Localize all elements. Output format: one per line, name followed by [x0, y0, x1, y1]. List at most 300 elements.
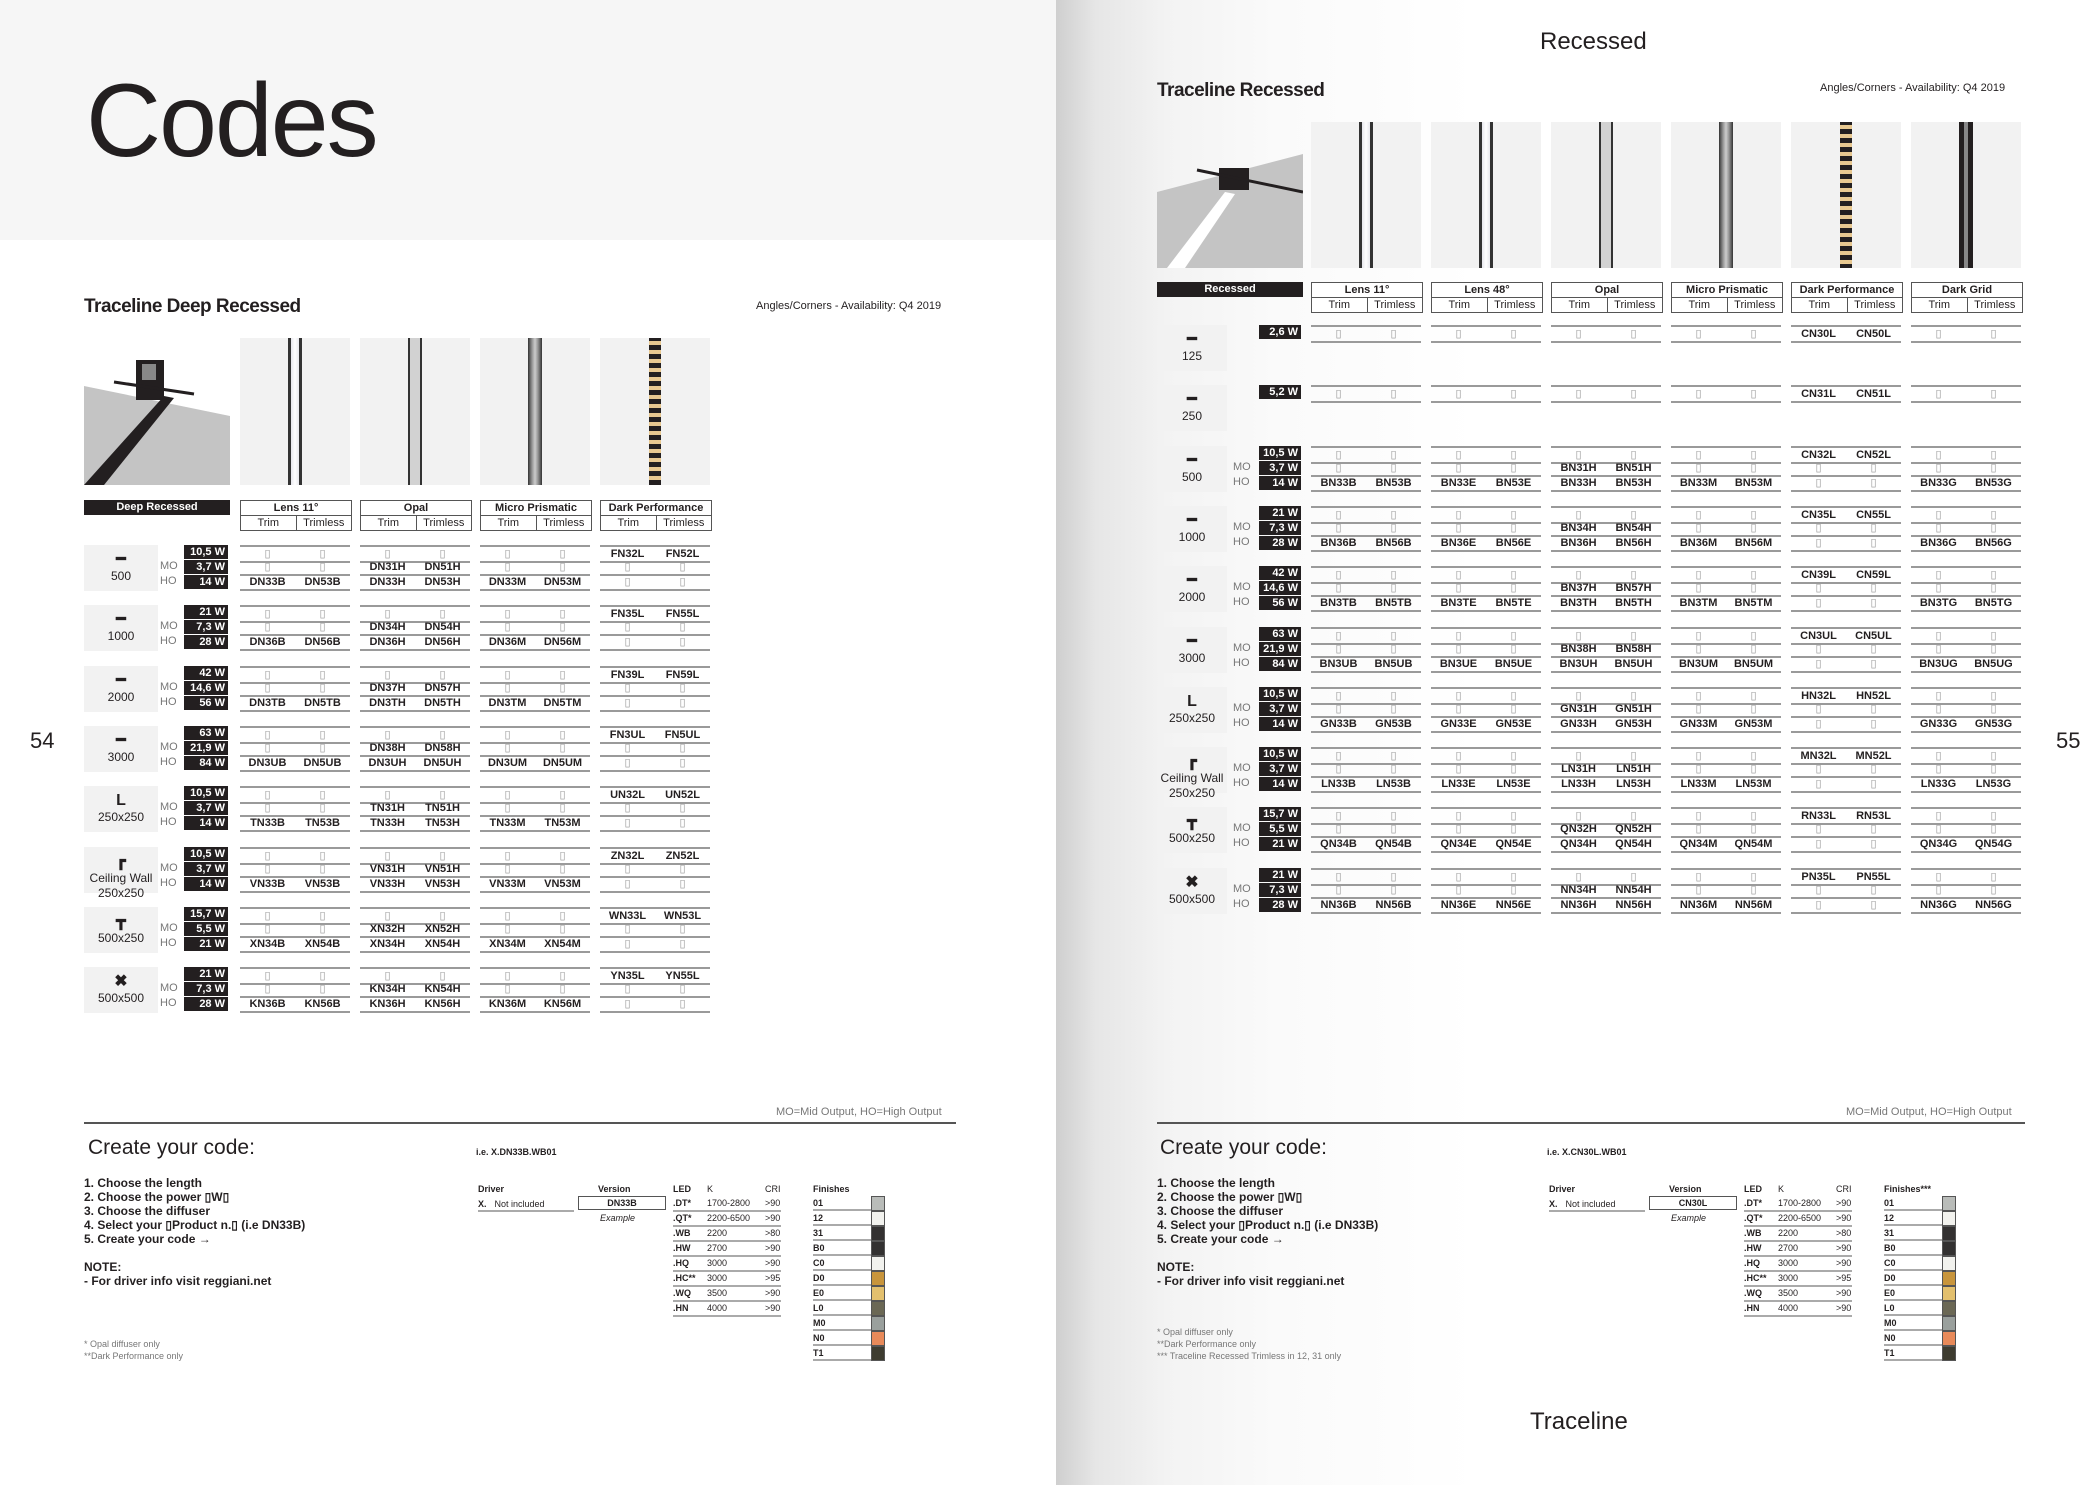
product-code: ▯	[240, 681, 295, 697]
led-row	[1744, 1226, 1852, 1242]
product-code: ▯	[1966, 868, 2021, 886]
length-label: 2000	[1178, 590, 1206, 605]
product-code: ▯	[1671, 807, 1726, 825]
step: 4. Select your ▯Product n.▯ (i.e DN33B)	[84, 1218, 306, 1232]
product-code: BN3UE	[1431, 657, 1486, 673]
length-label: 1000	[107, 629, 135, 644]
product-code: ▯	[295, 967, 350, 985]
product-code: QN34H	[1551, 837, 1606, 853]
product-code: DN3TB	[240, 696, 295, 712]
led-row	[673, 1241, 781, 1257]
product-code: ▯	[1671, 461, 1726, 477]
product-code: FN32L	[600, 545, 655, 563]
product-code: ▯	[655, 741, 710, 757]
output-type: MO	[160, 861, 178, 874]
product-code: ▯	[1486, 461, 1541, 477]
product-code: CN51L	[1846, 385, 1901, 403]
right-page	[1056, 0, 2100, 1485]
power-badge: 10,5 W	[1259, 446, 1301, 460]
length-label: 250x250	[1168, 786, 1216, 801]
led-code: .DT*	[673, 1198, 691, 1208]
product-code: ▯	[480, 726, 535, 744]
power-badge: 7,3 W	[1259, 521, 1301, 535]
product-code: ▯	[1311, 762, 1366, 778]
led-cri: >90	[1836, 1243, 1852, 1253]
steps-list	[84, 1176, 305, 1288]
power-badge: 2,6 W	[1259, 325, 1301, 339]
product-code: ▯	[1966, 506, 2021, 524]
product-code: TN33B	[240, 816, 295, 832]
output-type: MO	[1233, 701, 1251, 714]
power-badge: 28 W	[184, 635, 228, 649]
product-code: ▯	[1966, 627, 2021, 645]
product-code: DN33H	[360, 575, 415, 591]
product-code: RN53L	[1846, 807, 1901, 825]
product-code: DN5TH	[415, 696, 470, 712]
product-code: ▯	[1606, 807, 1661, 825]
product-code: CN50L	[1846, 325, 1901, 343]
product-code: ▯	[1846, 596, 1901, 612]
step: 2. Choose the power ▯W▯	[84, 1190, 230, 1204]
length-label: 2000	[107, 689, 135, 704]
finish-swatch	[1942, 1241, 1956, 1256]
product-code: ▯	[360, 847, 415, 865]
product-code: ▯	[1366, 642, 1421, 658]
product-code: ▯	[415, 847, 470, 865]
product-code: ▯	[295, 545, 350, 563]
product-code: ▯	[480, 967, 535, 985]
diffuser-name: Lens 48°	[1432, 283, 1542, 298]
product-code: ▯	[1366, 461, 1421, 477]
product-code: BN56G	[1966, 536, 2021, 552]
length-cell	[1157, 325, 1227, 371]
product-code: YN35L	[600, 967, 655, 985]
product-code: ▯	[1791, 837, 1846, 853]
version-box: CN30L	[1649, 1196, 1737, 1210]
k-header: K	[707, 1184, 714, 1194]
product-code: BN34H	[1551, 521, 1606, 537]
product-code: ▯	[1966, 762, 2021, 778]
product-code: ▯	[1726, 868, 1781, 886]
product-code: FN5UL	[655, 726, 710, 744]
product-code: BN5UE	[1486, 657, 1541, 673]
finish-code: M0	[1884, 1316, 1942, 1331]
product-code: ▯	[1791, 702, 1846, 718]
finish-swatch	[1942, 1256, 1956, 1271]
product-code: ▯	[535, 620, 590, 636]
product-code: ▯	[1486, 868, 1541, 886]
power-badge: 14,6 W	[184, 681, 228, 695]
led-code: .HN	[1744, 1303, 1760, 1313]
product-code: ▯	[1726, 822, 1781, 838]
product-code: ▯	[655, 997, 710, 1013]
product-code: DN3TH	[360, 696, 415, 712]
diffuser-image-lens-48-	[1431, 122, 1541, 268]
product-code: ▯	[1366, 521, 1421, 537]
product-code: BN36M	[1671, 536, 1726, 552]
product-code: ▯	[1366, 627, 1421, 645]
diffuser-image-micro-prismatic	[480, 338, 590, 485]
t-junction-icon: ┳	[116, 912, 126, 930]
product-code: ▯	[1366, 883, 1421, 899]
length-cell	[1157, 807, 1227, 853]
product-code: WN33L	[600, 907, 655, 925]
product-code: ▯	[1431, 521, 1486, 537]
finish-code: M0	[813, 1316, 871, 1331]
finish-code: 01	[813, 1196, 871, 1211]
product-code: DN33B	[240, 575, 295, 591]
product-code: LN53M	[1726, 777, 1781, 793]
product-code: ▯	[480, 666, 535, 684]
product-code: DN5UB	[295, 756, 350, 772]
power-badge: 28 W	[1259, 898, 1301, 912]
finish-code: 31	[813, 1226, 871, 1241]
product-code: GN53G	[1966, 717, 2021, 733]
product-code: CN52L	[1846, 446, 1901, 464]
product-code: ▯	[1846, 642, 1901, 658]
led-code: .DT*	[1744, 1198, 1762, 1208]
finish-swatch	[871, 1256, 885, 1271]
product-code: ▯	[1911, 461, 1966, 477]
finish-code: D0	[813, 1271, 871, 1286]
product-code: CN3UL	[1791, 627, 1846, 645]
product-code: ▯	[1366, 687, 1421, 705]
product-code: GN31H	[1551, 702, 1606, 718]
product-code: ▯	[655, 560, 710, 576]
led-cri: >90	[1836, 1303, 1852, 1313]
product-code: ▯	[1726, 642, 1781, 658]
product-code: ▯	[295, 786, 350, 804]
trim-label: Trim	[1672, 298, 1728, 312]
product-code: ▯	[1486, 581, 1541, 597]
product-code: BN3UH	[1551, 657, 1606, 673]
output-type: MO	[1233, 641, 1251, 654]
product-code: FN3UL	[600, 726, 655, 744]
product-code: ▯	[1311, 566, 1366, 584]
finish-swatch	[871, 1271, 885, 1286]
product-code: DN53B	[295, 575, 350, 591]
product-code: ▯	[1486, 385, 1541, 403]
note-text: - For driver info visit reggiani.net	[1157, 1274, 1345, 1288]
product-code: ▯	[1366, 762, 1421, 778]
length-label: 250	[1181, 409, 1203, 424]
product-code: ▯	[1791, 657, 1846, 673]
product-code: ▯	[480, 922, 535, 938]
product-code: ▯	[1966, 702, 2021, 718]
output-type: MO	[160, 801, 178, 814]
product-code: ▯	[360, 967, 415, 985]
led-kelvin: 2200-6500	[707, 1213, 751, 1223]
product-code: ▯	[1911, 747, 1966, 765]
product-code: BN56H	[1606, 536, 1661, 552]
product-code: ▯	[240, 786, 295, 804]
product-code: ▯	[1606, 566, 1661, 584]
output-type: MO	[160, 921, 178, 934]
product-code: ▯	[240, 666, 295, 684]
product-code: ▯	[1311, 807, 1366, 825]
product-code: ▯	[415, 666, 470, 684]
output-type: HO	[160, 876, 177, 889]
product-code: ▯	[1606, 385, 1661, 403]
product-code: ▯	[1846, 521, 1901, 537]
trimless-label: Trimless	[1374, 299, 1416, 311]
output-type: HO	[160, 755, 177, 768]
product-code: ▯	[1671, 883, 1726, 899]
product-code: ▯	[480, 982, 535, 998]
power-badge: 84 W	[184, 756, 228, 770]
product-code: ▯	[1431, 762, 1486, 778]
finish-swatch	[871, 1346, 885, 1361]
power-badge: 21 W	[184, 605, 228, 619]
product-code: ▯	[655, 681, 710, 697]
straight-icon: ━	[1187, 451, 1197, 469]
led-row	[1744, 1196, 1852, 1212]
product-code: ▯	[295, 862, 350, 878]
product-code: ▯	[295, 801, 350, 817]
driver-code: X.	[478, 1199, 487, 1209]
product-code: ▯	[1311, 506, 1366, 524]
product-code: ▯	[1726, 807, 1781, 825]
product-code: ▯	[1671, 868, 1726, 886]
product-code: NN34H	[1551, 883, 1606, 899]
product-code: ▯	[1846, 762, 1901, 778]
product-code: QN54G	[1966, 837, 2021, 853]
length-cell	[1157, 747, 1227, 801]
product-code: ▯	[1911, 566, 1966, 584]
product-code: DN53H	[415, 575, 470, 591]
led-kelvin: 3000	[707, 1258, 728, 1268]
finish-code: L0	[813, 1301, 871, 1316]
trimless-label: Trimless	[1494, 299, 1536, 311]
product-code: ▯	[1606, 747, 1661, 765]
product-code: ▯	[1966, 581, 2021, 597]
led-header: LED	[1744, 1184, 1762, 1194]
product-code: ▯	[1791, 883, 1846, 899]
product-code: LN51H	[1606, 762, 1661, 778]
product-code: VN53B	[295, 877, 350, 893]
product-code: ▯	[1911, 702, 1966, 718]
length-cell	[84, 545, 158, 591]
product-code: ▯	[1726, 385, 1781, 403]
diffuser-header	[600, 500, 712, 531]
product-code: ▯	[480, 801, 535, 817]
product-code: LN53B	[1366, 777, 1421, 793]
product-code: ▯	[1846, 822, 1901, 838]
example-code: i.e. X.CN30L.WB01	[1547, 1147, 1627, 1157]
product-code: ▯	[1311, 385, 1366, 403]
product-code: CN39L	[1791, 566, 1846, 584]
product-code: DN56M	[535, 635, 590, 651]
power-badge: 7,3 W	[1259, 883, 1301, 897]
product-code: ▯	[360, 605, 415, 623]
product-code: ▯	[480, 605, 535, 623]
product-code: DN5TB	[295, 696, 350, 712]
product-code: FN59L	[655, 666, 710, 684]
product-code: BN36H	[1551, 536, 1606, 552]
product-code: DN36M	[480, 635, 535, 651]
product-code: BN5TG	[1966, 596, 2021, 612]
driver-label: Driver	[478, 1184, 505, 1194]
power-badge: 21,9 W	[184, 741, 228, 755]
finish-code: C0	[813, 1256, 871, 1271]
product-code: ▯	[1311, 461, 1366, 477]
product-code: TN33M	[480, 816, 535, 832]
led-kelvin: 2200	[1778, 1228, 1799, 1238]
trim-label: Trim	[1312, 298, 1368, 312]
product-code: NN36B	[1311, 898, 1366, 914]
product-code: ▯	[1551, 868, 1606, 886]
length-label: 3000	[1178, 650, 1206, 665]
product-code: ▯	[360, 786, 415, 804]
power-badge: 15,7 W	[184, 907, 228, 921]
product-code: VN33B	[240, 877, 295, 893]
trim-options	[1312, 298, 1422, 312]
led-kelvin: 3000	[707, 1273, 728, 1283]
led-kelvin: 2200-6500	[1778, 1213, 1822, 1223]
product-code: BN56E	[1486, 536, 1541, 552]
led-row	[1744, 1301, 1852, 1317]
product-code: ▯	[1911, 687, 1966, 705]
product-code: GN53B	[1366, 717, 1421, 733]
product-code: ▯	[1846, 898, 1901, 914]
length-label: 250x250	[97, 810, 145, 825]
product-code: CN59L	[1846, 566, 1901, 584]
product-code: NN56M	[1726, 898, 1781, 914]
product-code: ▯	[1366, 807, 1421, 825]
output-type: HO	[160, 695, 177, 708]
product-code: ▯	[1606, 627, 1661, 645]
power-badge: 21 W	[1259, 837, 1301, 851]
product-code: ▯	[1671, 581, 1726, 597]
power-badge: 21 W	[184, 967, 228, 981]
product-code: KN54H	[415, 982, 470, 998]
power-badge: 21 W	[184, 937, 228, 951]
product-code: NN54H	[1606, 883, 1661, 899]
product-code: ▯	[535, 605, 590, 623]
product-code: QN34E	[1431, 837, 1486, 853]
product-code: LN53G	[1966, 777, 2021, 793]
led-row	[1744, 1211, 1852, 1227]
product-code: ▯	[1791, 596, 1846, 612]
product-code: LN33H	[1551, 777, 1606, 793]
led-code: .HN	[673, 1303, 689, 1313]
product-code: ▯	[655, 937, 710, 953]
product-code: CN32L	[1791, 446, 1846, 464]
product-code: DN5TM	[535, 696, 590, 712]
product-code: LN53H	[1606, 777, 1661, 793]
trim-label: Trim	[601, 516, 657, 530]
product-code: ▯	[1431, 385, 1486, 403]
product-code: DN3UM	[480, 756, 535, 772]
product-code: DN3TM	[480, 696, 535, 712]
product-code: ▯	[535, 862, 590, 878]
product-code: BN3TG	[1911, 596, 1966, 612]
product-code: CN35L	[1791, 506, 1846, 524]
led-kelvin: 1700-2800	[707, 1198, 751, 1208]
product-code: ▯	[240, 560, 295, 576]
product-code: ▯	[655, 922, 710, 938]
product-code: GN53M	[1726, 717, 1781, 733]
product-code: QN52H	[1606, 822, 1661, 838]
product-code: WN53L	[655, 907, 710, 925]
product-code: ▯	[600, 997, 655, 1013]
product-code: QN54E	[1486, 837, 1541, 853]
finish-code: 12	[1884, 1211, 1942, 1226]
product-code: ▯	[1911, 883, 1966, 899]
footnote: * Opal diffuser only	[84, 1339, 160, 1349]
product-code: MN52L	[1846, 747, 1901, 765]
product-code: BN5TE	[1486, 596, 1541, 612]
product-code: ▯	[295, 982, 350, 998]
product-code: ▯	[535, 847, 590, 865]
power-badge: 63 W	[1259, 627, 1301, 641]
product-code: ▯	[295, 907, 350, 925]
product-code: DN3UH	[360, 756, 415, 772]
product-code: ▯	[1726, 627, 1781, 645]
product-code: ▯	[655, 635, 710, 651]
product-code: VN33H	[360, 877, 415, 893]
product-code: VN31H	[360, 862, 415, 878]
product-code: DN31H	[360, 560, 415, 576]
length-cell	[84, 847, 158, 900]
product-code: QN34G	[1911, 837, 1966, 853]
product-label: Deep Recessed	[84, 500, 230, 515]
diffuser-name: Micro Prismatic	[1672, 283, 1782, 298]
product-code: DN56H	[415, 635, 470, 651]
product-code: ▯	[600, 575, 655, 591]
trimless-label: Trimless	[423, 517, 465, 529]
finish-swatch	[871, 1196, 885, 1211]
product-code: DN38H	[360, 741, 415, 757]
product-code: ▯	[240, 620, 295, 636]
product-code: ▯	[1846, 883, 1901, 899]
led-header: LED	[673, 1184, 691, 1194]
product-code: ▯	[1486, 325, 1541, 343]
power-badge: 10,5 W	[184, 786, 228, 800]
diffuser-header	[1551, 282, 1663, 313]
create-code-title: Create your code:	[1160, 1136, 1327, 1159]
product-code: ▯	[1911, 506, 1966, 524]
product-code: ▯	[1486, 687, 1541, 705]
length-cell	[1157, 566, 1227, 612]
trim-options	[1432, 298, 1542, 312]
diffuser-header	[360, 500, 472, 531]
product-code: CN5UL	[1846, 627, 1901, 645]
trim-options	[361, 516, 471, 530]
product-code: ▯	[1791, 461, 1846, 477]
product-code: BN36B	[1311, 536, 1366, 552]
product-code: ▯	[1726, 446, 1781, 464]
step: 5. Create your code →	[1157, 1232, 1284, 1246]
product-code: ZN32L	[600, 847, 655, 865]
trim-options	[1552, 298, 1662, 312]
product-code: XN32H	[360, 922, 415, 938]
product-code: ▯	[1726, 702, 1781, 718]
led-kelvin: 2200	[707, 1228, 728, 1238]
finish-swatch	[1942, 1316, 1956, 1331]
product-code: DN37H	[360, 681, 415, 697]
led-row	[673, 1226, 781, 1242]
product-code: ▯	[1311, 747, 1366, 765]
product-code: TN51H	[415, 801, 470, 817]
product-code: FN35L	[600, 605, 655, 623]
product-code: ▯	[655, 575, 710, 591]
finish-swatch	[1942, 1286, 1956, 1301]
product-code: BN33B	[1311, 476, 1366, 492]
product-code: UN32L	[600, 786, 655, 804]
led-cri: >90	[765, 1258, 781, 1268]
finish-code: D0	[1884, 1271, 1942, 1286]
